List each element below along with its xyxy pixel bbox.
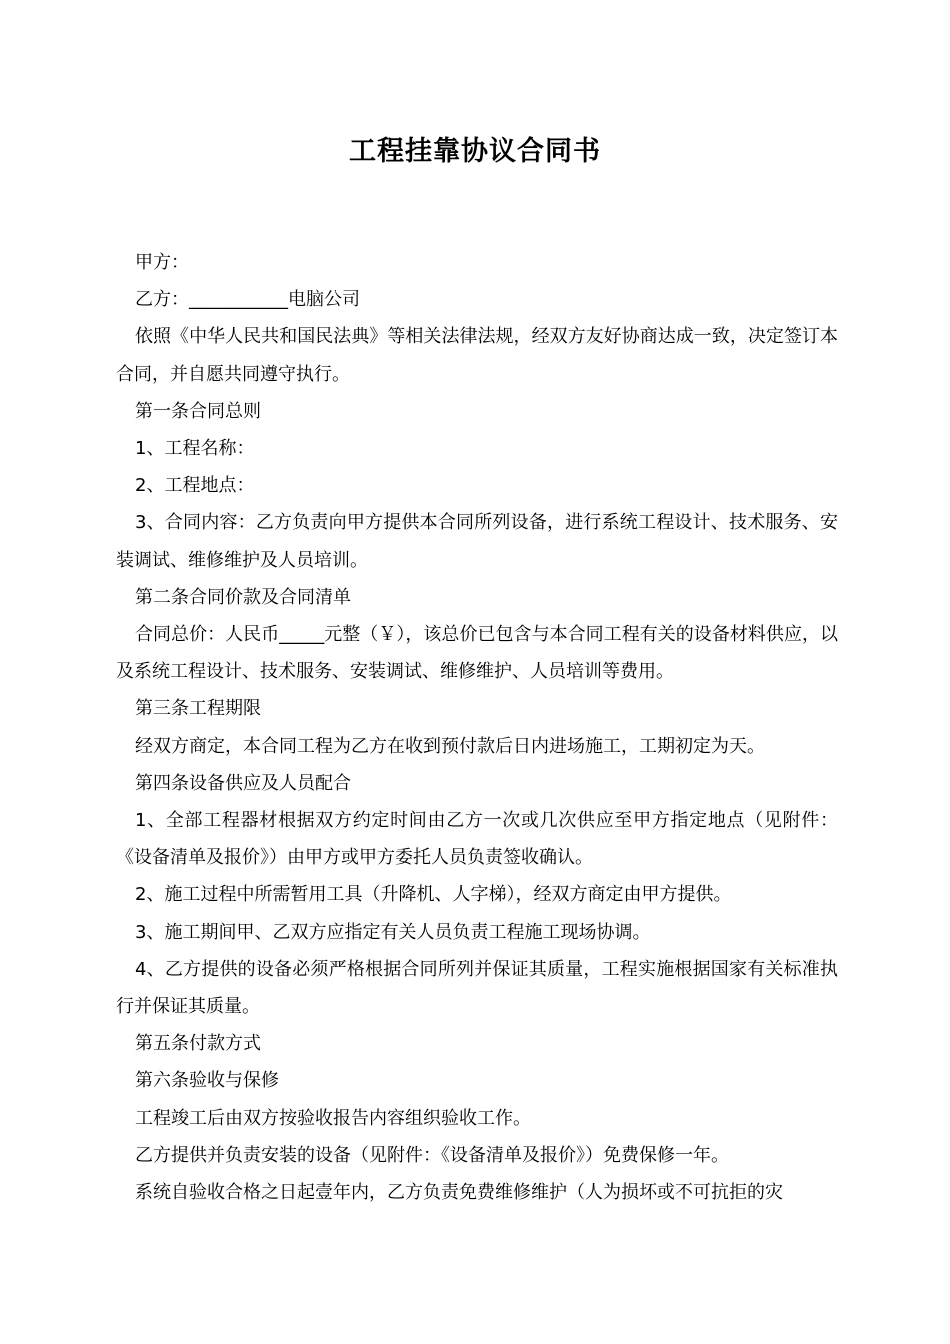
article-4-item-1: 1、全部工程器材根据双方约定时间由乙方一次或几次供应至甲方指定地点（见附件：《设备清单及报价》）由甲方或甲方委托人员负责签收确认。 (116, 810, 838, 869)
article-6-heading: 第六条验收与保修 (135, 1070, 279, 1092)
article-1-item-1: 1、工程名称： (135, 438, 255, 460)
article-1-heading: 第一条合同总则 (135, 400, 261, 422)
article-4-heading: 第四条设备供应及人员配合 (135, 772, 351, 794)
party-a-line: 甲方： (135, 252, 189, 273)
article-4-item-3: 3、施工期间甲、乙双方应指定有关人员负责工程施工现场协调。 (135, 921, 651, 943)
article-4-item-2: 2、施工过程中所需暂用工具（升降机、人字梯），经双方商定由甲方提供。 (135, 884, 732, 906)
article-6-paragraph-3: 系统自验收合格之日起壹年内，乙方负责免费维修维护（人为损坏或不可抗拒的灾 (135, 1182, 783, 1204)
party-b-line: 乙方：___________电脑公司 (135, 289, 360, 311)
article-4-item-4: 4、乙方提供的设备必须严格根据合同所列并保证其质量，工程实施根据国家有关标准执行并保证其质量。 (116, 958, 838, 1018)
article-3-paragraph: 经双方商定，本合同工程为乙方在收到预付款后日内进场施工，工期初定为天。 (135, 735, 765, 757)
document-body (116, 244, 838, 1211)
article-5-heading: 第五条付款方式 (135, 1033, 261, 1055)
article-3-heading: 第三条工程期限 (135, 698, 261, 720)
article-2-heading: 第二条合同价款及合同清单 (135, 586, 351, 608)
article-2-paragraph: 合同总价：人民币_____元整（￥），该总价已包含与本合同工程有关的设备材料供应，以及系统工程设计、技术服务、安装调试、维修维护、人员培训等费用。 (116, 624, 838, 683)
article-1-item-2: 2、工程地点： (135, 475, 255, 497)
article-1-item-3: 3、合同内容：乙方负责向甲方提供本合同所列设备，进行系统工程设计、技术服务、安装调试、维修维护及人员培训。 (116, 512, 838, 571)
document-title: 工程挂靠协议合同书 (349, 136, 601, 167)
preamble-paragraph: 依照《中华人民共和国民法典》等相关法律法规，经双方友好协商达成一致，决定签订本合同，并自愿共同遵守执行。 (116, 326, 838, 385)
article-6-paragraph-1: 工程竣工后由双方按验收报告内容组织验收工作。 (135, 1107, 531, 1129)
article-6-paragraph-2: 乙方提供并负责安装的设备（见附件：《设备清单及报价》）免费保修一年。 (135, 1144, 729, 1166)
